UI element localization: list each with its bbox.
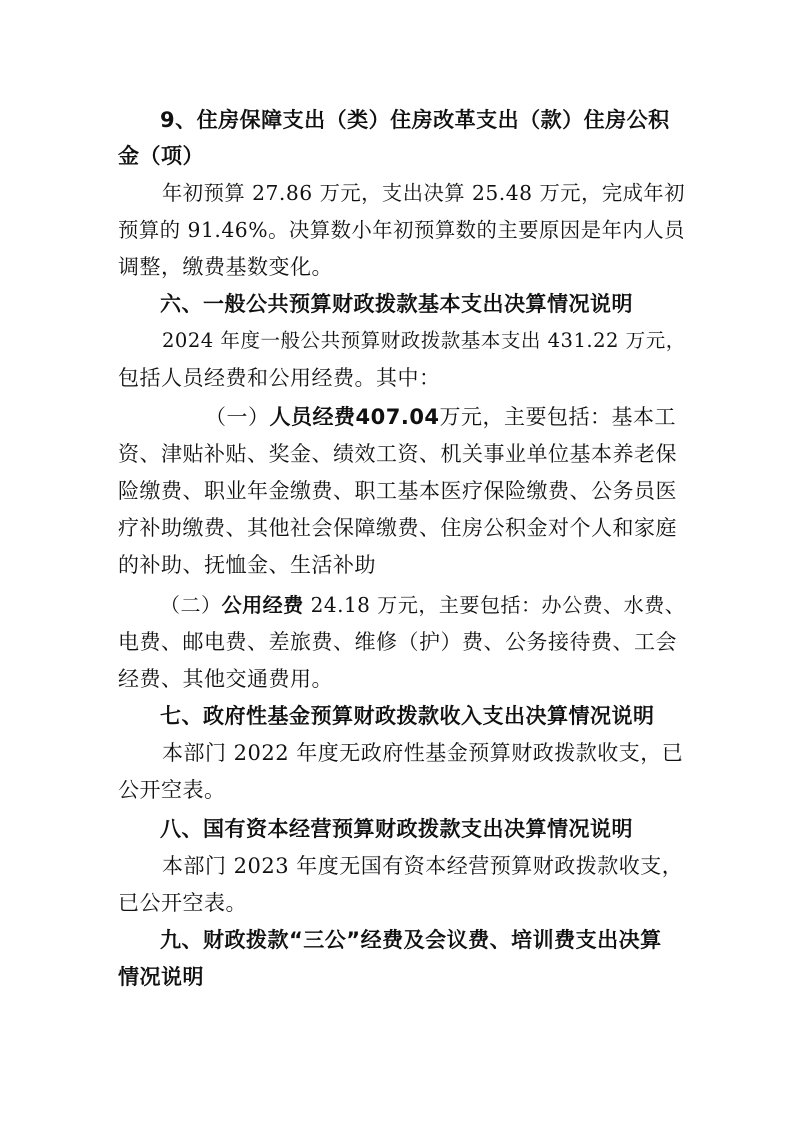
section6-heading: 六、一般公共预算财政拨款基本支出决算情况说明 (160, 292, 633, 316)
public-expenses-line1 (160, 590, 685, 620)
public-prefix: （二） (160, 593, 222, 617)
public-suffix: 24.18 万元，主要包括：办公费、水费、 (303, 593, 686, 617)
section6-body-line2: 包括人员经费和公用经费。其中： (118, 366, 441, 390)
personnel-amount: 407.04 (355, 405, 440, 429)
section6-body-line1: 2024 年度一般公共预算财政拨款基本支出 431.22 万元， (162, 329, 686, 352)
personnel-suffix: 万元，主要包括：基本工 (439, 405, 677, 429)
section9-body-line3: 调整，缴费基数变化。 (118, 255, 333, 279)
section8-body-line2: 已公开空表。 (118, 891, 247, 915)
personnel-expenses-line3: 险缴费、职业年金缴费、职工基本医疗保险缴费、公务员医 (118, 479, 677, 503)
section9b-heading-line1: 九、财政拨款“三公”经费及会议费、培训费支出决算 (160, 928, 662, 952)
section9-heading-line2: 金（项） (118, 144, 204, 168)
personnel-expenses-line2: 资、津贴补贴、奖金、绩效工资、机关事业单位基本养老保 (118, 442, 677, 466)
personnel-expenses-line1 (205, 402, 676, 432)
section7-body-line2: 公开空表。 (118, 778, 226, 802)
section7-heading: 七、政府性基金预算财政拨款收入支出决算情况说明 (160, 704, 655, 728)
personnel-expenses-line5: 的补助、抚恤金、生活补助 (118, 553, 376, 577)
public-expenses-line3: 经费、其他交通费用。 (118, 667, 333, 691)
section7-body-line1: 本部门 2022 年度无政府性基金预算财政拨款收支，已 (162, 741, 684, 765)
section8-heading: 八、国有资本经营预算财政拨款支出决算情况说明 (160, 817, 633, 841)
section9-heading-line1: 9、住房保障支出（类）住房改革支出（款）住房公积 (160, 108, 670, 132)
personnel-label: 人员经费 (269, 405, 356, 429)
personnel-expenses-line4: 疗补助缴费、其他社会保障缴费、住房公积金对个人和家庭 (118, 516, 677, 540)
section8-body-line1: 本部门 2023 年度无国有资本经营预算财政拨款收支， (162, 854, 684, 878)
section9-body-line2: 预算的 91.46%。决算数小年初预算数的主要原因是年内人员 (118, 218, 685, 242)
public-expenses-line2: 电费、邮电费、差旅费、维修（护）费、公务接待费、工会 (118, 630, 677, 654)
public-label: 公用经费 (221, 593, 304, 617)
section9-body-line1: 年初预算 27.86 万元，支出决算 25.48 万元，完成年初 (162, 181, 685, 205)
personnel-prefix: （一） (205, 405, 270, 429)
section9b-heading-line2: 情况说明 (118, 965, 204, 989)
